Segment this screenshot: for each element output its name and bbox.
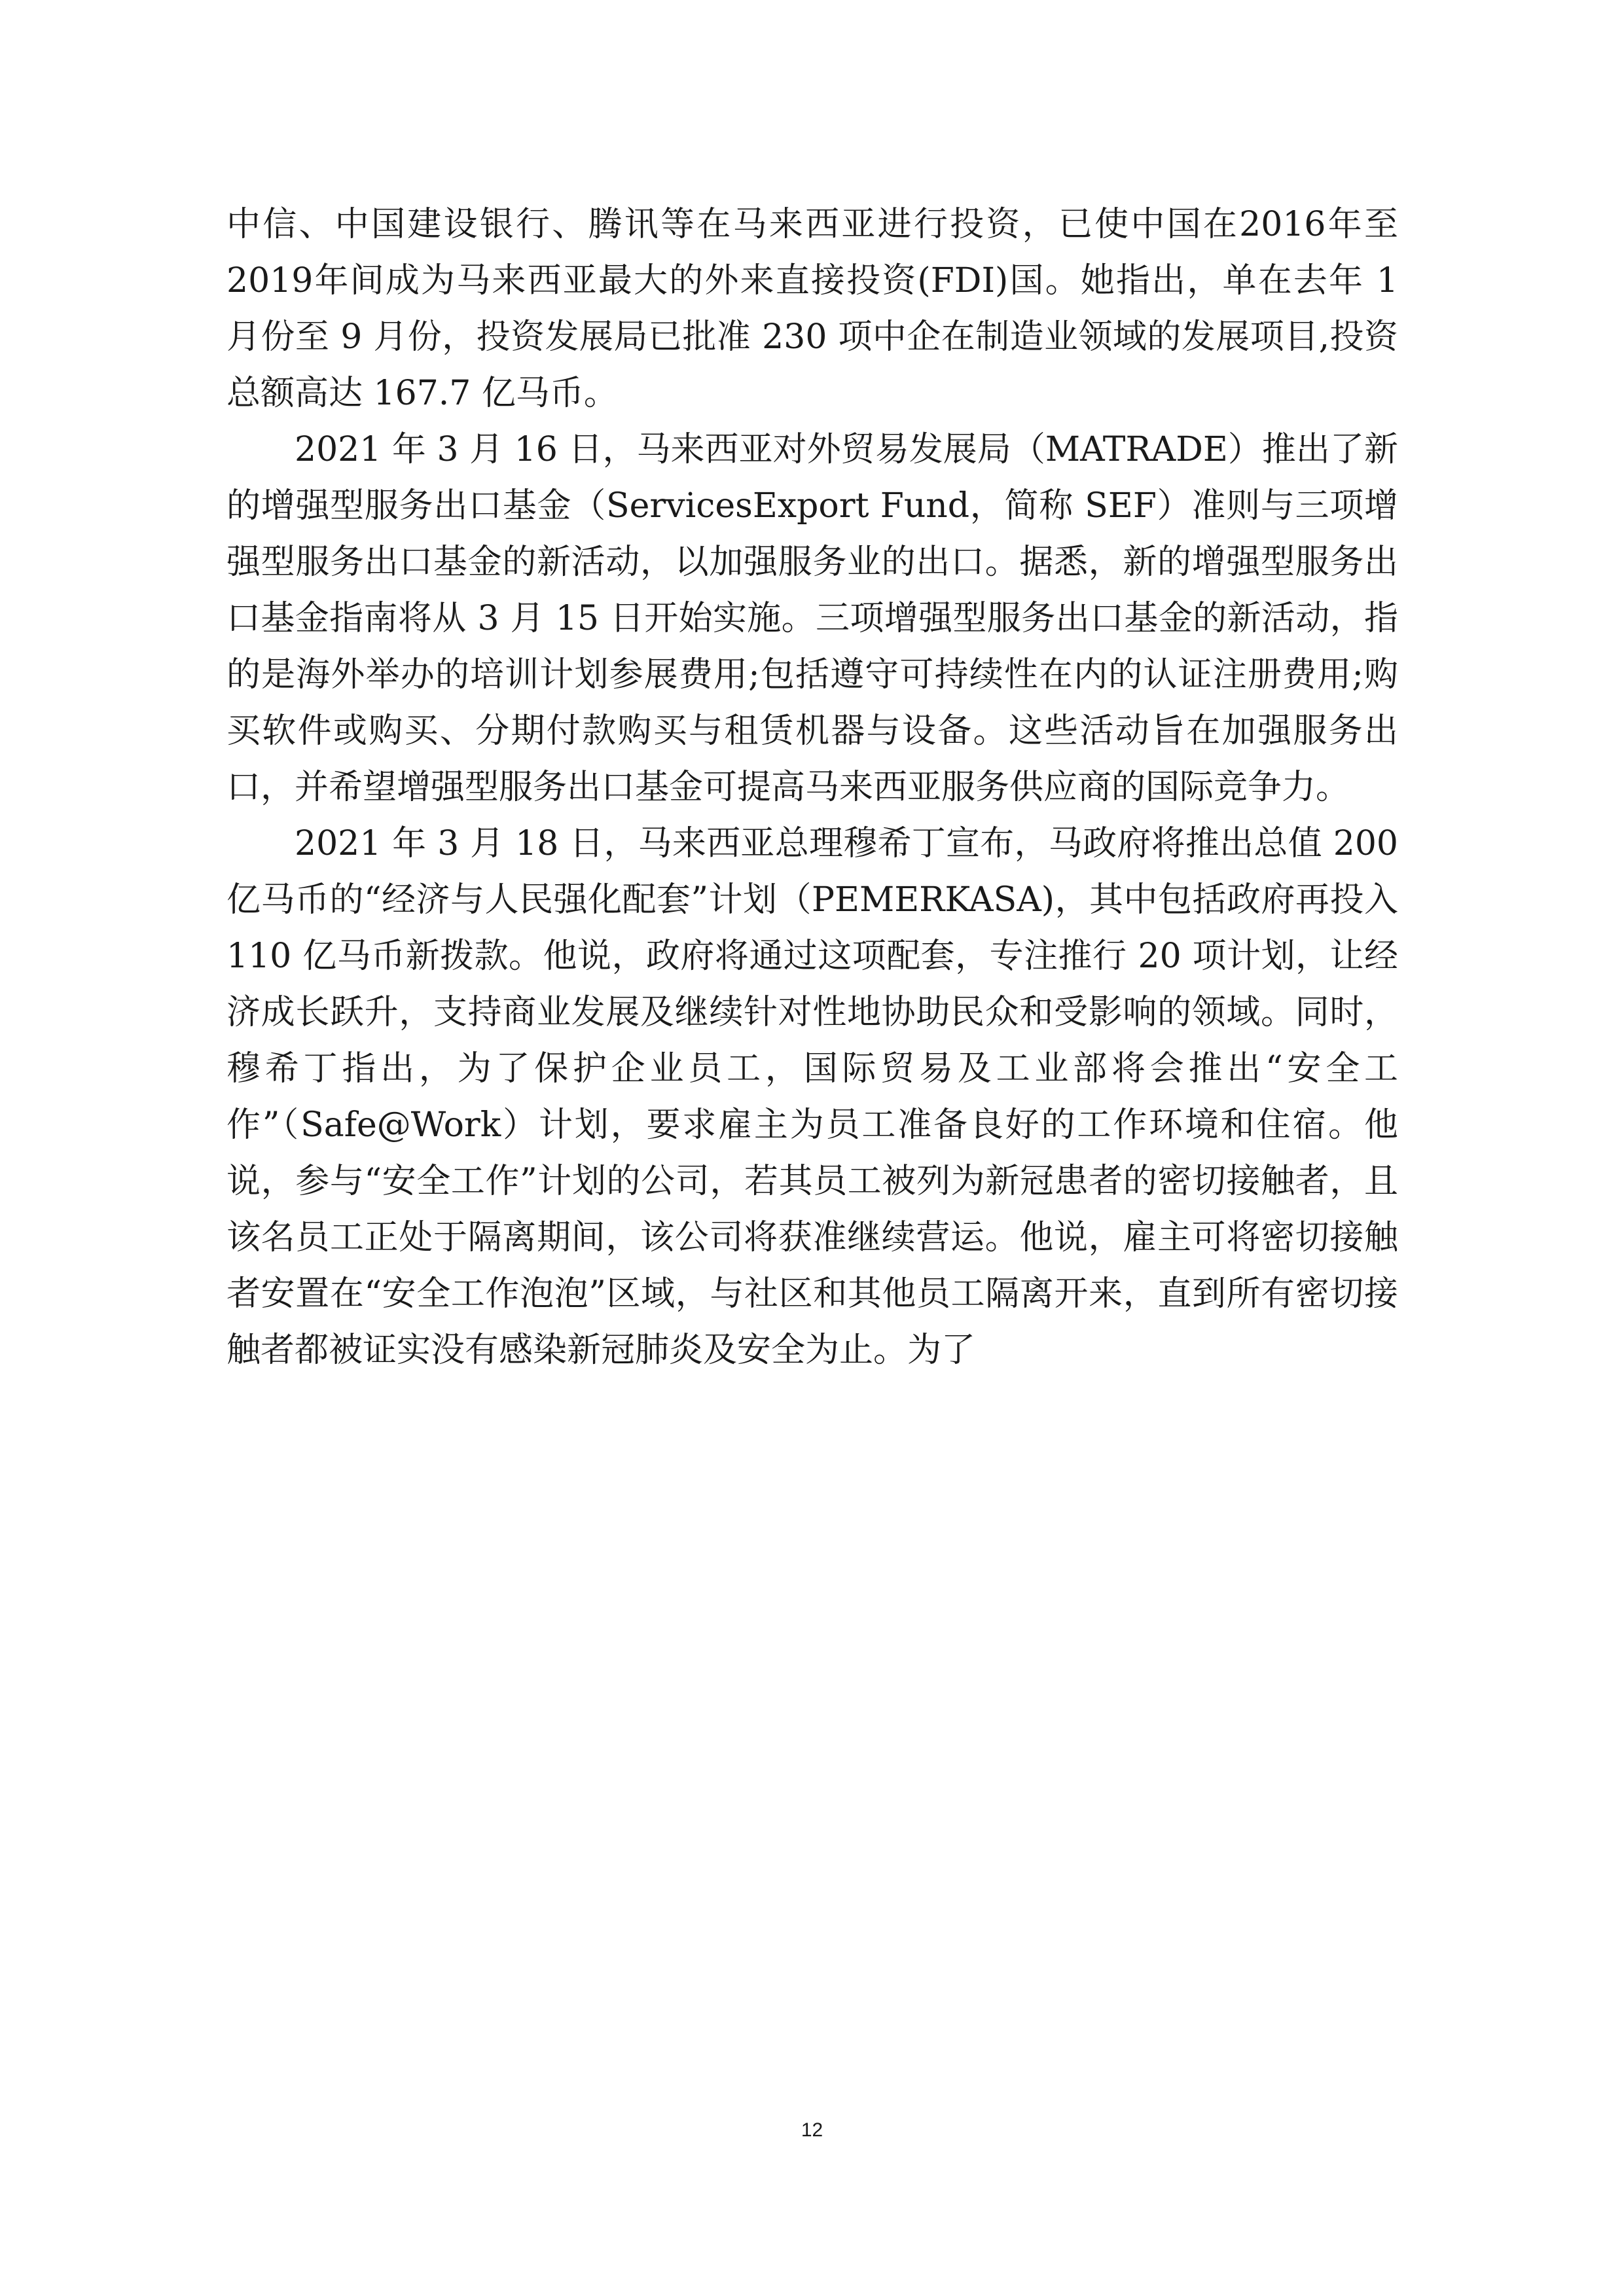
paragraph-1: 中信、中国建设银行、腾讯等在马来西亚进行投资，已使中国在2016年至2019年间成为马来西亚最大的外来直接投资(FDI)国。她指出，单在去年 1 月份至 9 月份，投资发展局已批准 230 项中企在制造业领域的发展项目,投资总额高达 167.7 亿马币。 bbox=[226, 205, 1398, 413]
page-number: 12 bbox=[801, 2119, 823, 2141]
paragraph-3: 2021 年 3 月 18 日，马来西亚总理穆希丁宣布，马政府将推出总值 200 亿马币的“经济与人民强化配套”计划（PEMERKASA)，其中包括政府再投入 110 亿马币新拨款。他说，政府将通过这项配套，专注推行 20 项计划，让经济成长跃升，支持商业发展及继续针对性地协助民众和受影响的领域。同时，穆希丁指出，为了保护企业员工，国际贸易及工业部将会推出“安全工作”（Safe@Work）计划，要求雇主为员工准备良好的工作环境和住宿。他说，参与“安全工作”计划的公司，若其员工被列为新冠患者的密切接触者，且该名员工正处于隔离期间，该公司将获准继续营运。他说，雇主可将密切接触者安置在“安全工作泡泡”区域，与社区和其他员工隔离开来，直到所有密切接触者都被证实没有感染新冠肺炎及安全为止。为了 bbox=[226, 824, 1398, 1370]
body-text bbox=[226, 196, 1398, 1378]
paragraph-2: 2021 年 3 月 16 日，马来西亚对外贸易发展局（MATRADE）推出了新的增强型服务出口基金（ServicesExport Fund，简称 SEF）准则与三项增强型服务出口基金的新活动，以加强服务业的出口。据悉，新的增强型服务出口基金指南将从 3 月 15 日开始实施。三项增强型服务出口基金的新活动，指的是海外举办的培训计划参展费用;包括遵守可持续性在内的认证注册费用;购买软件或购买、分期付款购买与租赁机器与设备。这些活动旨在加强服务出口，并希望增强型服务出口基金可提高马来西亚服务供应商的国际竞争力。 bbox=[226, 430, 1398, 807]
